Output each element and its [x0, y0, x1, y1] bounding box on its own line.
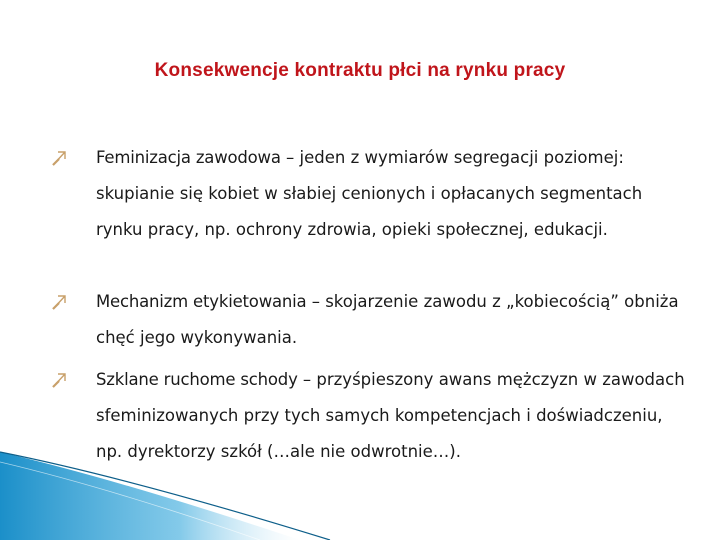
bullet-term: Szklane ruchome schody	[96, 370, 298, 389]
bullet-item	[50, 140, 690, 248]
bullet-description: – jeden z wymiarów segregacji poziomej: skupianie się kobiet w słabiej cenionych i opłacanych segmentach rynku pracy, np. ochrony zdrowia, opieki społecznej, edukacji.	[96, 148, 643, 239]
bullet-text	[96, 140, 690, 248]
slide-title: Konsekwencje kontraktu płci na rynku pracy	[154, 60, 566, 81]
arrow-bullet-icon	[50, 371, 68, 389]
bullet-term: Mechanizm etykietowania	[96, 292, 307, 311]
bullet-description: – skojarzenie zawodu z „kobiecością” obniża chęć jego wykonywania.	[96, 292, 679, 347]
decorative-swoosh	[0, 450, 720, 540]
bullet-description: – przyśpieszony awans mężczyzn w zawodach sfeminizowanych przy tych samych kompetencjach i doświadczeniu, np. dyrektorzy szkół (…ale nie odwrotnie…).	[96, 370, 685, 461]
bullet-term: Feminizacja zawodowa	[96, 148, 281, 167]
bullet-item	[50, 284, 690, 356]
arrow-bullet-icon	[50, 293, 68, 311]
arrow-bullet-icon	[50, 149, 68, 167]
bullet-text	[96, 284, 690, 356]
